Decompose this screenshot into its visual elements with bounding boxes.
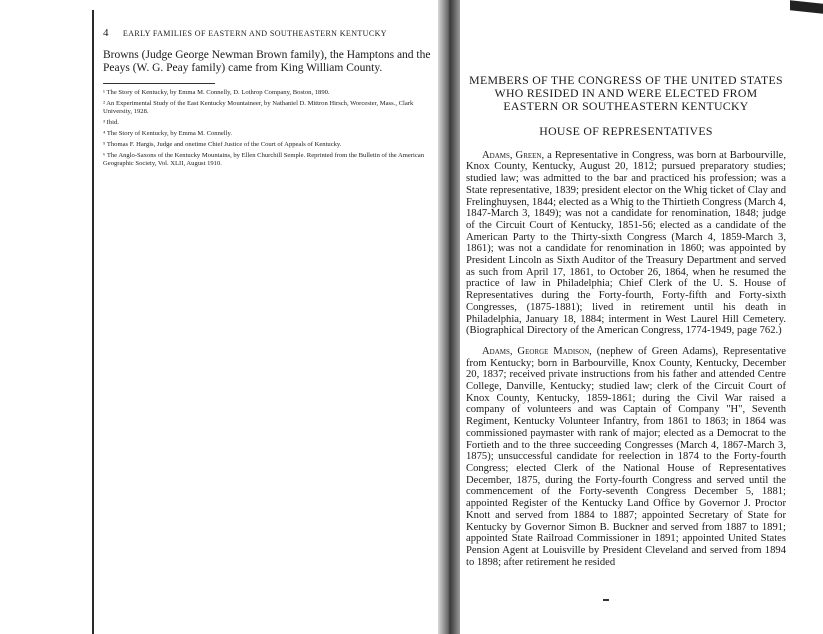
entry-name: Adams, Green, <box>482 149 545 161</box>
footnote-rule <box>103 83 215 84</box>
running-head-title: EARLY FAMILIES OF EASTERN AND SOUTHEASTERN KENTUCKY <box>122 29 387 38</box>
biography-entry <box>466 346 786 568</box>
page-number: 4 <box>103 27 109 39</box>
left-body-text: Browns (Judge George Newman Brown family), the Hamptons and the Peays (W. G. Peay family) came from King William County. <box>103 49 431 74</box>
footnote-6: ⁶ The Anglo-Saxons of the Kentucky Mountains, by Ellen Churchill Semple. Reprinted from the Bulletin of the American Geographic Society, Vol. XLII, August 1910. <box>103 151 425 167</box>
left-page <box>100 28 435 628</box>
footnote-1: ¹ The Story of Kentucky, by Emma M. Connelly, D. Lothrop Company, Boston, 1890. <box>103 89 330 96</box>
footnote-5: ⁵ Thomas F. Hargis, Judge and onetime Chief Justice of the Court of Appeals of Kentucky. <box>103 140 342 148</box>
page-title: MEMBERS OF THE CONGRESS OF THE UNITED STATES WHO RESIDED IN AND WERE ELECTED FROM EASTERN OR SOUTHEASTERN KENTUCKY <box>469 73 783 113</box>
page-edge-shadow <box>92 10 94 634</box>
section-heading: HOUSE OF REPRESENTATIVES <box>539 124 713 138</box>
biography-entry <box>466 150 786 337</box>
entry-name: Adams, George Madison, <box>482 345 592 357</box>
page-corner-shadow <box>790 0 823 13</box>
right-page <box>466 60 786 630</box>
page-mark <box>603 599 609 601</box>
running-head <box>103 28 435 39</box>
entry-text: a Representative in Congress, was born at Barbourville, Knox County, Kentucky, August 20, 1812; pursued preparatory studies; studied law; was admitted to the bar and practiced his profession; was a State representative, 1839; president elector on the Whig ticket of Clay and Frelinghuysen, 1844; elected as a Whig to the Thirtieth Congress (March 4, 1847-March 3, 1849); was not a candidate for renomination, 1848; judge of the Circuit Court of Kentucky, 1851-56; elected as a candidate of the American Party to the Thirty-sixth Congress (March 4, 1859-March 3, 1861); was not a candidate for renomination in 1860; was appointed by President Lincoln as Sixth Auditor of the Treasury Department and served as such from April 17, 1861, to October 26, 1864, when he resumed the practice of law in Philadelphia; Chief Clerk of the U. S. House of Representatives during the Forty-fourth, Forty-fifth and Forty-sixth Congresses, (1875-1881); lived in retirement until his death in Philadelphia, January 18, 1884; interment in West Laurel Hill Cemetery. (Biographical Directory of the American Congress, 1774-1949, page 762.) <box>466 149 787 337</box>
footnote-3: ³ Ibid. <box>103 118 119 126</box>
footnote-4: ⁴ The Story of Kentucky, by Emma M. Connelly. <box>103 129 232 137</box>
footnote-2: ² An Experimental Study of the East Kentucky Mountaineer, by Nathaniel D. Mittron Hirsch, Worcester, Mass., Clark University, 1928. <box>103 99 414 115</box>
entry-text: (nephew of Green Adams), Representative from Kentucky; born in Barbourville, Knox County, Kentucky, December 20, 1837; received private instructions from his father and attended Centre College, Danville, Kentucky; studied law; clerk of the Circuit Court of Knox County, Kentucky, 1859-1861; during the Civil War raised a company of volunteers and was Captain of Company "H", Seventh Regiment, Kentucky Volunteer Infantry, from 1861 to 1863; in 1864 was commissioned paymaster with rank of major; elected as a Democrat to the Fortieth and to the three succeeding Congresses (March 4, 1867-March 3, 1875); unsuccessful candidate for reelection in 1874 to the Forty-fourth Congress; elected Clerk of the National House of Representatives December, 1875, during the Forty-fourth Congress and served until the commencement of the Forty-seventh Congress December 5, 1881; appointed Register of the Kentucky Land Office by Governor J. Proctor Knott and served from 1884 to 1887; appointed Secretary of State for Kentucky by Governor Simon B. Buckner and served from 1887 to 1891; appointed State Railroad Commissioner in 1891; appointed United States Pension Agent at Louisville by President Cleveland and served from 1894 to 1898; after retirement he resided <box>466 345 786 568</box>
book-gutter <box>438 0 460 634</box>
